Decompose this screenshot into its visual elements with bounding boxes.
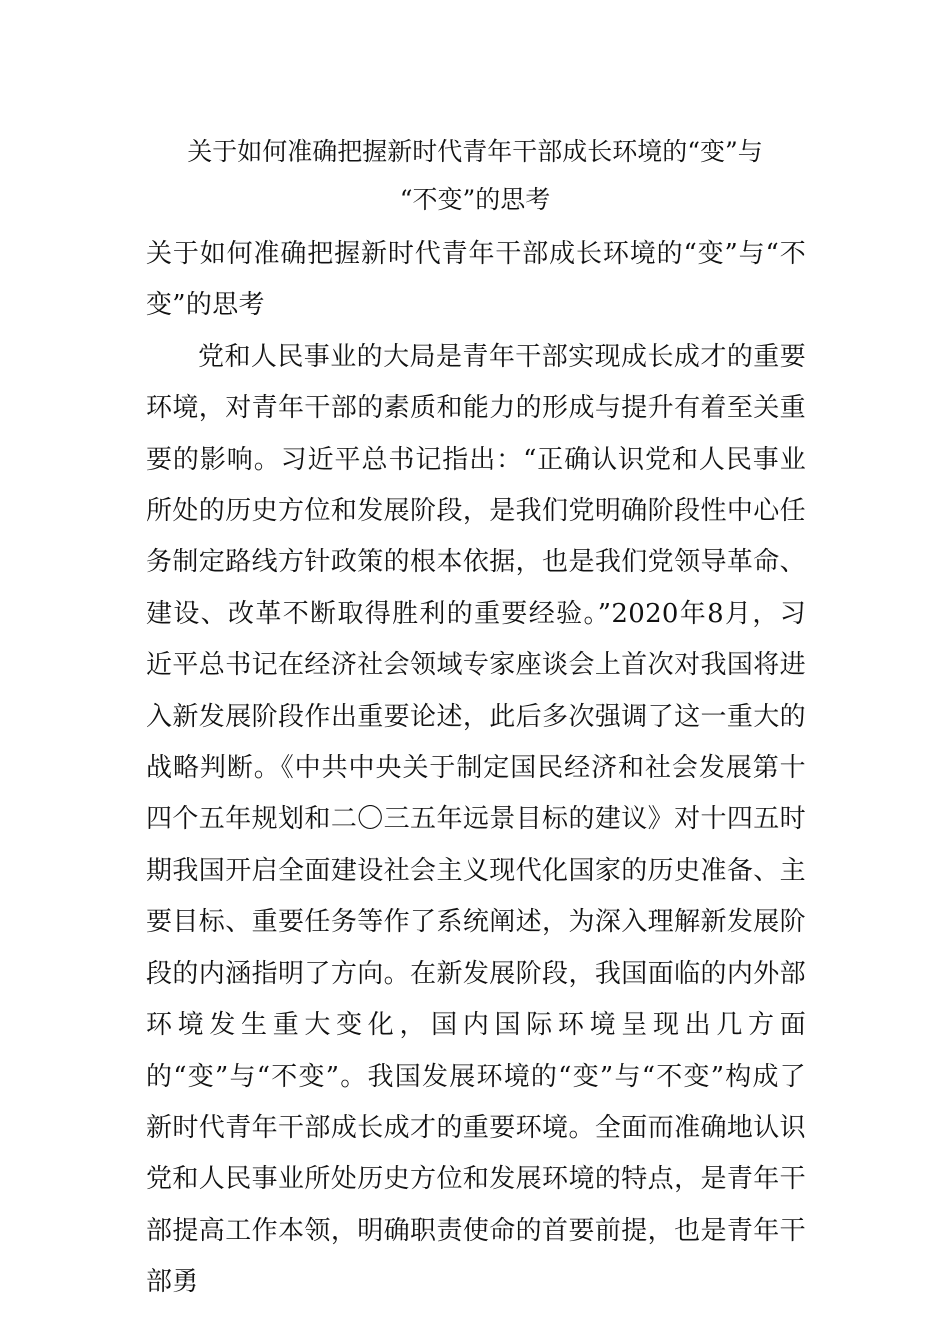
- title-line-2: “不变”的思考: [399, 185, 551, 214]
- body-heading: 关于如何准确把握新时代青年干部成长环境的“变”与“不变”的思考: [146, 239, 806, 321]
- document-title: [140, 128, 810, 224]
- document-body: [146, 229, 806, 1309]
- title-line-1: 关于如何准确把握新时代青年干部成长环境的“变”与: [187, 137, 763, 166]
- body-paragraph: 党和人民事业的大局是青年干部实现成长成才的重要环境，对青年干部的素质和能力的形成与提升有着至关重要的影响。习近平总书记指出：“正确认识党和人民事业所处的历史方位和发展阶段，是我们党明确阶段性中心任务制定路线方针政策的根本依据，也是我们党领导革命、建设、改革不断取得胜利的重要经验。”2020年8月，习近平总书记在经济社会领域专家座谈会上首次对我国将进入新发展阶段作出重要论述，此后多次强调了这一重大的战略判断。《中共中央关于制定国民经济和社会发展第十四个五年规划和二〇三五年远景目标的建议》对十四五时期我国开启全面建设社会主义现代化国家的历史准备、主要目标、重要任务等作了系统阐述，为深入理解新发展阶段的内涵指明了方向。在新发展阶段，我国面临的内外部环境发生重大变化，国内国际环境呈现出几方面的“变”与“不变”。我国发展环境的“变”与“不变”构成了新时代青年干部成长成才的重要环境。全面而准确地认识党和人民事业所处历史方位和发展环境的特点，是青年干部提高工作本领，明确职责使命的首要前提，也是青年干部勇: [146, 341, 806, 1298]
